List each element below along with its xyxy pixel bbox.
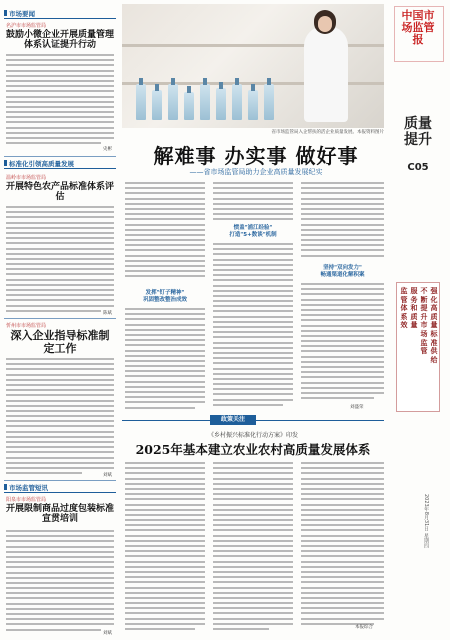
article-kicker: 名沪市市场监管局	[6, 23, 47, 29]
section-name: 质量提升	[404, 116, 432, 148]
section-bar-short-news: 市场监管短讯	[4, 482, 116, 492]
band-body-col1	[125, 462, 205, 633]
divider	[4, 480, 116, 481]
subhead-pujiang-experience: 惯盖"浦江经验" 打造"5+数谈"机制	[229, 225, 277, 239]
article-headline: 开展特色农产品标准体系评估	[6, 182, 115, 203]
bottle-icon	[168, 84, 178, 120]
photo-caption: 省市场监管局入企帮扶的活企业质量发展。本报资料图片	[271, 130, 384, 135]
article-kicker: 温岭市市场监管局	[6, 175, 47, 181]
issue-date: 2023年8月31日 星期四	[423, 494, 429, 548]
article-headline: 深入企业指导标准制定工作	[10, 329, 110, 355]
main-body-col1b	[125, 308, 205, 412]
article-author: 史彬	[103, 147, 112, 152]
article-kicker: 阳泉市市场监管局	[6, 497, 47, 503]
band-headline: 2025年基本建立农业农村高质量发展体系	[135, 442, 371, 457]
person-face	[318, 16, 332, 32]
person-figure	[304, 26, 348, 122]
article-body	[6, 358, 114, 477]
divider	[4, 318, 116, 319]
slogan-line: 不断提升市场监管	[420, 286, 428, 356]
bottle-icon	[248, 90, 258, 120]
article-body	[6, 54, 114, 147]
band-body-col2	[213, 462, 293, 633]
main-body-col3b	[301, 283, 384, 402]
section-bar-market-news: 市场要闻	[4, 8, 116, 18]
main-author: 刘盛荣	[350, 405, 364, 410]
slogan-line: 服务和质量	[410, 286, 418, 330]
bottle-icon	[152, 90, 162, 120]
band-author: 本报综合	[355, 625, 373, 630]
article-author: 陈斌	[103, 311, 112, 316]
masthead-column	[390, 4, 446, 636]
article-headline: 鼓励小微企业开展质量管理体系认证提升行动	[6, 30, 115, 51]
divider	[4, 156, 116, 157]
slogan-line: 强化高质量标准供给	[430, 286, 438, 364]
newspaper-logo	[390, 4, 446, 64]
left-column	[4, 4, 116, 636]
main-body-col1	[125, 182, 205, 281]
article-kicker: 忻州市市场监管局	[6, 323, 47, 329]
policy-focus-label: 政策关注	[210, 415, 256, 425]
article-headline: 开展限制商品过度包装标准宣贯培训	[6, 504, 115, 525]
bottle-icon	[216, 88, 226, 120]
main-subtitle: ——省市场监管局助力企业高质量发展纪实	[189, 168, 323, 176]
band-kicker: 《乡村振兴标准化行动方案》印发	[207, 432, 298, 439]
article-body	[6, 206, 114, 315]
article-author: 刘斌	[103, 631, 112, 636]
page-number: C05	[407, 162, 429, 173]
main-body-col3	[301, 182, 384, 260]
subhead-nail-spirit: 发挥"钉子精神" 巩固整改整治成效	[142, 290, 187, 304]
newspaper-title: 中国市场监管报	[401, 9, 435, 46]
bottle-icon	[264, 84, 274, 120]
slogan-banner	[396, 282, 440, 412]
section-bar-standardization: 标准化引领高质量发展	[4, 158, 116, 168]
main-headline: 解难事 办实事 做好事	[153, 144, 359, 168]
slogan-line: 监管体系效	[400, 286, 408, 330]
bottle-icon	[136, 84, 146, 120]
bottle-icon	[200, 84, 210, 120]
main-body-col2b	[213, 243, 293, 409]
article-author: 刘斌	[103, 473, 112, 478]
subhead-two-way-effort: 坚持"双向发力" 畅通渠道化解积案	[320, 265, 365, 279]
band-body-col3	[301, 462, 384, 628]
article-body	[6, 530, 114, 634]
bottle-icon	[232, 84, 242, 120]
bottle-icon	[184, 92, 194, 120]
lab-photo	[122, 4, 384, 128]
main-body-col2	[213, 182, 293, 224]
